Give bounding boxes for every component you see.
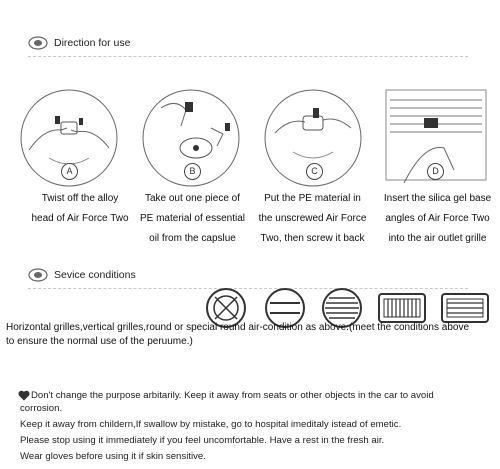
divider [28, 56, 468, 57]
step-b-caption: Take out one piece of PE material of essential oil from the capslue [139, 193, 246, 244]
step-a-caption: Twist off the alloy head of Air Force Two [31, 193, 129, 224]
rectangular-vertical-grille-icon [378, 293, 426, 323]
steps-illustrations [14, 88, 494, 188]
note-line-4: Please stop using it immediately if you feel uncomfortable. Have a rest in the fresh air. [20, 435, 385, 446]
step-a-badge: A [61, 163, 78, 180]
conditions-header [28, 268, 136, 282]
note-line-2: corrosion. [20, 403, 63, 414]
note-line-5: Wear gloves before using it if skin sensitive. [20, 451, 206, 462]
step-b-badge: B [184, 163, 201, 180]
brand-logo-icon [28, 268, 48, 282]
step-c-badge: C [306, 163, 323, 180]
conditions-title: Sevice conditions [54, 269, 136, 281]
step-d-badge: D [427, 163, 444, 180]
note-line-3: Keep it away from childern,If swallow by mistake, go to hospital imeditaly istead of emetic. [20, 419, 402, 430]
rectangular-horizontal-grille-icon [441, 293, 489, 323]
note-line-1: Don't change the purpose arbitarily. Keep it away from seats or other objects in the car to avoid [31, 390, 434, 401]
direction-title: Direction for use [54, 37, 131, 49]
step-d-caption: Insert the silica gel base angles of Air Force Two into the air outlet grille [383, 193, 492, 244]
brand-logo-icon [28, 36, 48, 50]
step-c-caption: Put the PE material in the unscrewed Air Force Two, then screw it back [258, 193, 367, 244]
heart-icon [18, 390, 30, 401]
conditions-description: Horizontal grilles,vertical grilles,round or special round air-condition as above.(meet the conditions above to ensure the normal use of the peruume.) [6, 322, 470, 347]
direction-header [28, 36, 130, 50]
